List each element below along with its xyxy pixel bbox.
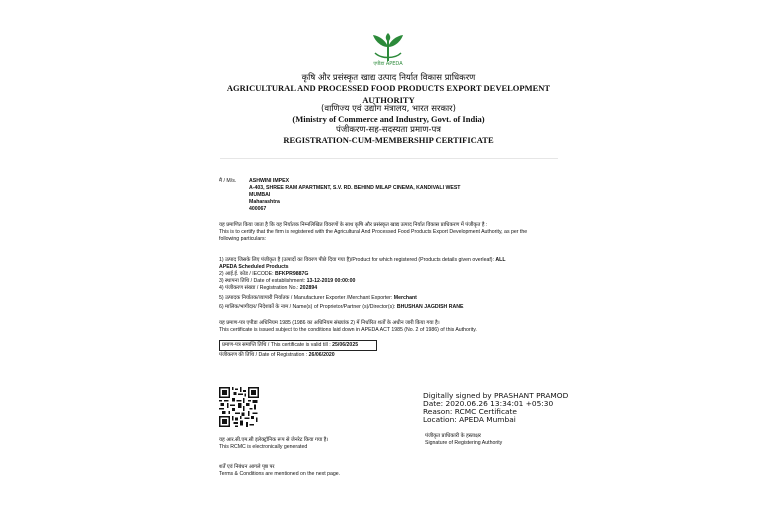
title-hindi: कृषि और प्रसंस्कृत खाद्य उत्पाद निर्यात विकास प्राधिकरण: [301, 73, 476, 83]
electronic-english: This RCMC is electronically generated: [219, 444, 308, 450]
particular-iecode: [219, 271, 308, 277]
act-english: This certificate is issued subject to the conditions laid down in APEDA ACT 1985 (No. 2 of 1986) of this Authority.: [219, 327, 477, 333]
title-english-line1: AGRICULTURAL AND PROCESSED FOOD PRODUCTS EXPORT DEVELOPMENT: [226, 83, 551, 93]
product-value: ALL: [495, 257, 506, 263]
registration-no-label: 4) पंजीकरण संख्या / Registration No.:: [219, 285, 299, 291]
registration-date-value: 26/06/2020: [308, 352, 335, 358]
proprietor-label: 6) मालिक/भागीदार/ निदेशकों के नाम / Name(s) of Proprietor/Partner (s)/Director(s):: [219, 304, 396, 310]
header-divider: [220, 158, 558, 159]
validity-value: 25/06/2025: [332, 342, 359, 348]
signature-line2: Date: 2020.06.26 13:34:01 +05:30: [423, 399, 554, 408]
act-hindi: यह प्रमाण-पत्र एपीडा अधिनियम 1985 (1986 का अधिनियम संख्यांक 2) में निर्धारित शर्तों के अधीन जारी किया गया है।: [219, 320, 440, 326]
product-label: 1) उत्पाद जिसके लिए पंजीकृत है (उत्पादों का विवरण पीछे दिया गया है)/Product for which registered (Products details given overleaf):: [219, 257, 494, 263]
signature-line3: Reason: RCMC Certificate: [423, 407, 517, 416]
authority-english: Signature of Registering Authority: [425, 440, 503, 446]
registration-date-label: पंजीकरण की तिथि / Date of Registration :: [219, 352, 308, 358]
iecode-label: 2) आई.ई. कोड / IECODE:: [219, 271, 274, 277]
exporter-type-label: 5) उत्पादक निर्यातक/व्यापारी निर्यातक / Manufacturer Exporter /Merchant Exporter:: [219, 295, 393, 301]
proprietor-value: BHUSHAN JAGDISH RANE: [396, 304, 464, 310]
ministry-english: (Ministry of Commerce and Industry, Govt. of India): [292, 114, 485, 124]
exporter-type-value: Merchant: [393, 295, 417, 301]
signature-line4: Location: APEDA Mumbai: [423, 415, 516, 424]
qr-code-icon: [219, 387, 259, 427]
certify-english-line1: This is to certify that the firm is registered with the Agricultural And Processed Food Products Export Development Authority, as per the: [219, 229, 528, 235]
particular-product: [219, 257, 506, 263]
signature-line1: Digitally signed by PRASHANT PRAMOD: [423, 391, 569, 400]
electronic-hindi: यह आर.सी.एम.सी इलेक्ट्रॉनिक रूप से जेनरेट किया गया है।: [219, 437, 329, 443]
authority-hindi: पंजीकृत प्राधिकारी के हस्ताक्षर: [425, 433, 481, 439]
title-english-line2: AUTHORITY: [362, 95, 415, 105]
apeda-leaf-icon: [365, 33, 411, 73]
registration-no-value: 202894: [299, 285, 318, 291]
certify-english-line2: following particulars:: [219, 236, 266, 242]
terms-english: Terms & Conditions are mentioned on the next page.: [219, 471, 341, 477]
product-value-continued: APEDA Scheduled Products: [219, 264, 289, 270]
particular-proprietor: [219, 304, 463, 310]
address-state: Maharashtra: [249, 199, 280, 205]
ministry-hindi: (वाणिज्य एवं उद्योग मंत्रालय, भारत सरकार): [321, 104, 456, 114]
registration-date-line: [219, 352, 335, 358]
certify-hindi: यह प्रमाणित किया जाता है कि यह निर्यातक निम्नलिखित विवरणों के साथ कृषि और प्रसंस्कृत खाद्य उत्पाद निर्यात विकास प्राधिकरण में पंजीकृत है :: [219, 222, 488, 228]
particular-establishment: [219, 278, 355, 284]
particular-registration-no: [219, 285, 317, 291]
logo-text: एपीडा APEDA: [373, 61, 403, 67]
particular-exporter-type: [219, 295, 417, 301]
terms-hindi: शर्तें एवं निबंधन आगले पृष्ठ पर: [219, 464, 275, 470]
address-city: MUMBAI: [249, 192, 271, 198]
iecode-value: BFKPR9887G: [274, 271, 309, 277]
salutation: मै / M/s.: [219, 178, 237, 184]
validity-line: [222, 342, 358, 348]
establishment-label: 3) स्थापना तिथि / Date of establishment:: [219, 278, 306, 284]
address-line: A-403, SHREE RAM APARTMENT, S.V. RD. BEHIND MILAP CINEMA, KANDIVALI WEST: [249, 185, 461, 191]
address-pin: 400067: [249, 206, 267, 212]
validity-label: प्रमाण-पत्र समाप्ति तिथि / This certificate is valid till :: [222, 342, 331, 348]
certificate-title-hindi: पंजीकरण-सह-सदस्यता प्रमाण-पत्र: [336, 125, 441, 135]
establishment-value: 13-12-2019 00:00:00: [306, 278, 356, 284]
firm-name: ASHWINI IMPEX: [249, 178, 290, 184]
certificate-title-english: REGISTRATION-CUM-MEMBERSHIP CERTIFICATE: [283, 135, 494, 145]
